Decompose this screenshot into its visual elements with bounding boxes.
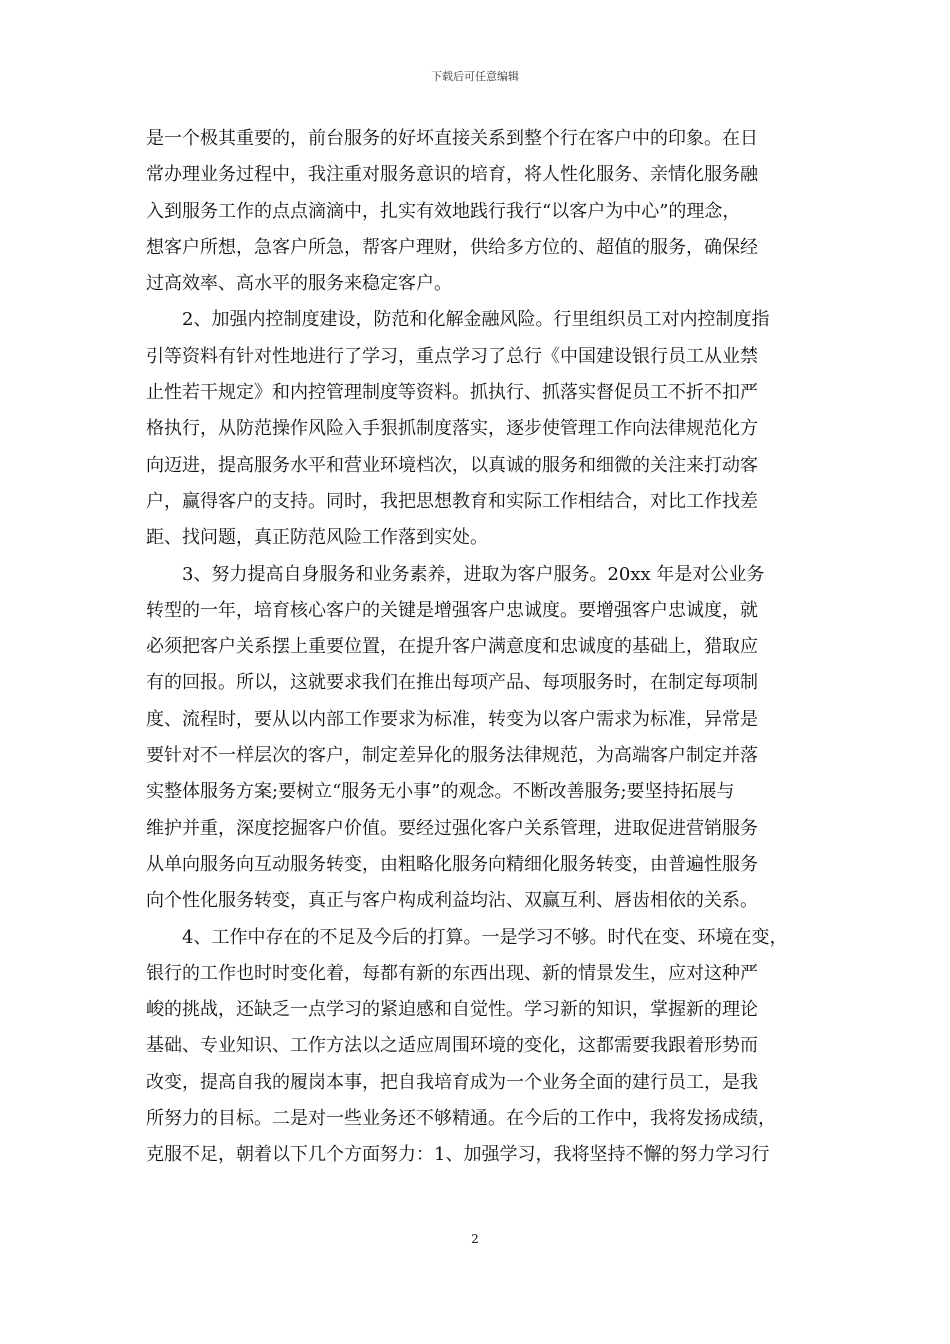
text-line: 是一个极其重要的，前台服务的好坏直接关系到整个行在客户中的印象。在日 [146, 128, 758, 149]
text-line: 要针对不一样层次的客户，制定差异化的服务法律规范，为高端客户制定并落 [146, 745, 758, 767]
text-line: 格执行，从防范操作风险入手狠抓制度落实，逐步使管理工作向法律规范化方 [146, 418, 758, 440]
text-line: 必须把客户关系摆上重要位置，在提升客户满意度和忠诚度的基础上，猎取应 [146, 636, 758, 658]
paragraph-4-start: 4、工作中存在的不足及今后的打算。一是学习不够。时代在变、环境在变， [182, 926, 788, 948]
text-line: 向个性化服务转变，真正与客户构成利益均沾、双赢互利、唇齿相依的关系。 [146, 890, 758, 912]
paragraph-3-start: 3、努力提高自身服务和业务素养，进取为客户服务。20xx 年是对公业务 [182, 563, 765, 585]
text-line: 有的回报。所以，这就要求我们在推出每项产品、每项服务时，在制定每项制 [146, 672, 758, 694]
body-text [146, 121, 810, 1174]
text-line: 度、流程时，要从以内部工作要求为标准，转变为以客户需求为标准，异常是 [146, 708, 758, 730]
text-line: 过高效率、高水平的服务来稳定客户。 [146, 273, 452, 295]
text-line: 向迈进，提高服务水平和营业环境档次，以真诚的服务和细微的关注来打动客 [146, 454, 758, 476]
text-line: 入到服务工作的点点滴滴中，扎实有效地践行我行“以客户为中心”的理念， [146, 200, 741, 222]
text-line: 所努力的目标。二是对一些业务还不够精通。在今后的工作中，我将发扬成绩， [146, 1108, 776, 1130]
text-line: 户，赢得客户的支持。同时，我把思想教育和实际工作相结合，对比工作找差 [146, 490, 758, 512]
text-line: 克服不足，朝着以下几个方面努力：1、加强学习，我将坚持不懈的努力学习行 [146, 1144, 770, 1166]
text-line: 从单向服务向互动服务转变，由粗略化服务向精细化服务转变，由普遍性服务 [146, 853, 758, 875]
text-line: 峻的挑战，还缺乏一点学习的紧迫感和自觉性。学习新的知识，掌握新的理论 [146, 999, 758, 1021]
text-line: 实整体服务方案;要树立“服务无小事”的观念。不断改善服务;要坚持拓展与 [146, 781, 735, 803]
page-header: 下载后可任意编辑 [431, 70, 519, 83]
text-line: 引等资料有针对性地进行了学习，重点学习了总行《中国建设银行员工从业禁 [146, 345, 758, 367]
text-line: 止性若干规定》和内控管理制度等资料。抓执行、抓落实督促员工不折不扣严 [146, 382, 758, 404]
text-line: 银行的工作也时时变化着，每都有新的东西出现、新的情景发生，应对这种严 [146, 962, 758, 984]
text-line: 距、找问题，真正防范风险工作落到实处。 [146, 527, 488, 549]
text-line: 想客户所想，急客户所急，帮客户理财，供给多方位的、超值的服务，确保经 [146, 236, 758, 258]
text-line: 改变，提高自我的履岗本事，把自我培育成为一个业务全面的建行员工，是我 [146, 1071, 758, 1093]
text-line: 维护并重，深度挖掘客户价值。要经过强化客户关系管理，进取促进营销服务 [146, 817, 758, 839]
paragraph-2-start: 2、加强内控制度建设，防范和化解金融风险。行里组织员工对内控制度指 [182, 309, 770, 331]
text-line: 转型的一年，培育核心客户的关键是增强客户忠诚度。要增强客户忠诚度，就 [146, 599, 758, 621]
text-line: 常办理业务过程中，我注重对服务意识的培育，将人性化服务、亲情化服务融 [146, 164, 758, 186]
text-line: 基础、专业知识、工作方法以之适应周围环境的变化，这都需要我跟着形势而 [146, 1035, 758, 1057]
page-number: 2 [471, 1232, 479, 1246]
